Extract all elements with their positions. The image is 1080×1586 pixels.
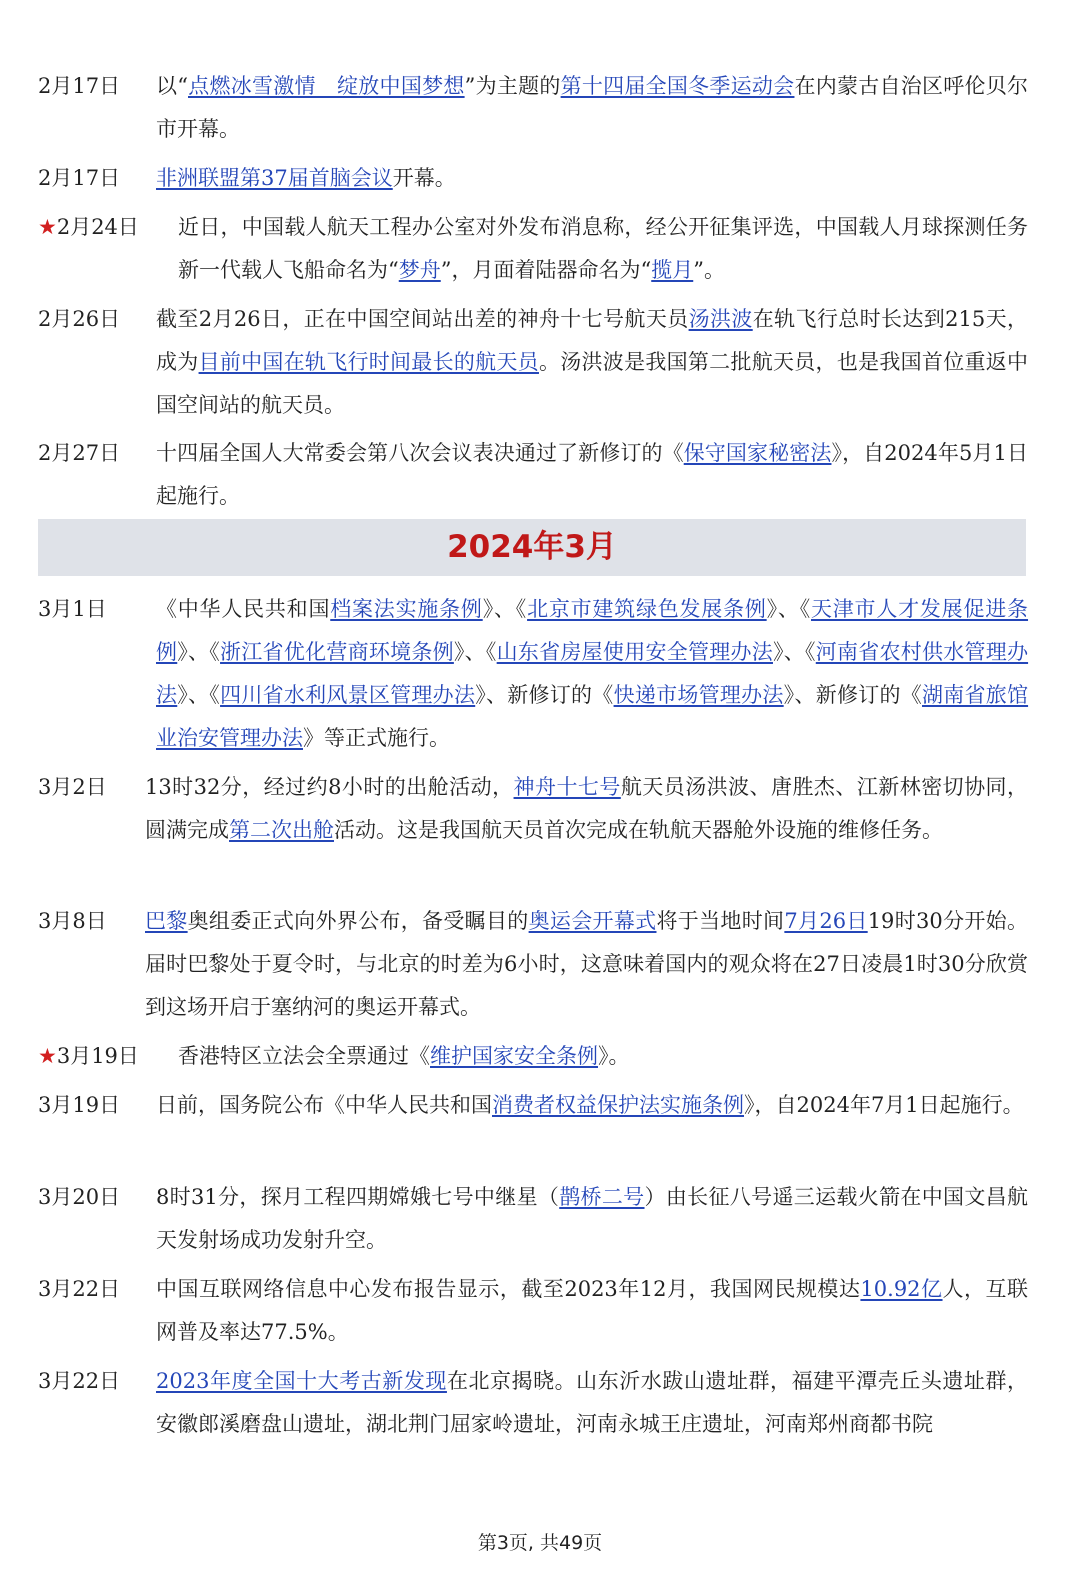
entry-date bbox=[38, 1084, 120, 1127]
entry-text-segment: 开幕。 bbox=[392, 166, 456, 190]
timeline-entry bbox=[38, 65, 1028, 151]
entry-text-segment: 》。 bbox=[598, 1044, 630, 1068]
entry-date-text: 3月8日 bbox=[38, 909, 107, 933]
entry-text-segment: ”为主题的 bbox=[464, 74, 561, 98]
entry-text-segment: 》，自2024年7月1日起施行。 bbox=[744, 1093, 1024, 1117]
entry-date bbox=[38, 1360, 120, 1403]
entry-date bbox=[38, 1176, 120, 1219]
entry-date-text: 3月20日 bbox=[38, 1185, 121, 1209]
entry-link[interactable]: 目前中国在轨飞行时间最长的航天员 bbox=[198, 350, 539, 374]
entry-text bbox=[156, 432, 1028, 518]
entry-text bbox=[156, 588, 1028, 760]
entry-text-segment: 在轨飞行总时长达到215天，成为 bbox=[156, 307, 1028, 374]
page-footer: 第3页, 共49页 bbox=[477, 1532, 603, 1554]
entry-text-segment: 》、《 bbox=[453, 640, 497, 664]
entry-date-text: 3月19日 bbox=[38, 1093, 121, 1117]
entry-text-segment: 香港特区立法会全票通过《 bbox=[178, 1044, 430, 1068]
entry-text-segment: 航天员汤洪波、唐胜杰、江新林密切协同，圆满完成 bbox=[145, 775, 1029, 842]
entry-text-segment: 》、《 bbox=[177, 683, 221, 707]
entry-link[interactable]: 山东省房屋使用安全管理办法 bbox=[496, 640, 773, 664]
entry-text-segment: 在内蒙古自治区呼伦贝尔市开幕。 bbox=[156, 74, 1029, 141]
timeline-entry bbox=[38, 766, 1028, 852]
entry-text bbox=[156, 157, 1028, 200]
entry-date-text: 2月27日 bbox=[38, 441, 121, 465]
entry-text-segment: 中国互联网络信息中心发布报告显示，截至2023年12月，我国网民规模达 bbox=[156, 1277, 861, 1301]
entry-link[interactable]: 鹊桥二号 bbox=[559, 1185, 645, 1209]
entry-text bbox=[156, 1268, 1028, 1354]
entry-date-text: 3月2日 bbox=[38, 775, 107, 799]
entry-text-segment: 《中华人民共和国 bbox=[156, 597, 331, 621]
entry-date bbox=[38, 298, 120, 341]
entry-link[interactable]: 河南省农村供水管理办法 bbox=[156, 640, 1029, 707]
entry-date bbox=[38, 1268, 120, 1311]
entry-text bbox=[156, 1360, 1028, 1446]
timeline-entry bbox=[38, 298, 1028, 427]
entry-text-segment: 截至2月26日，正在中国空间站出差的神舟十七号航天员 bbox=[156, 307, 689, 331]
entry-link[interactable]: 巴黎 bbox=[145, 909, 188, 933]
entry-text-segment: 8时31分，探月工程四期嫦娥七号中继星（ bbox=[156, 1185, 560, 1209]
timeline-entry bbox=[38, 588, 1028, 760]
star-icon: ★ bbox=[38, 215, 57, 239]
entry-text-segment: 》、《 bbox=[482, 597, 528, 621]
entry-text-segment: 》、新修订的《 bbox=[475, 683, 614, 707]
entry-link[interactable]: 消费者权益保护法实施条例 bbox=[492, 1093, 744, 1117]
entry-date bbox=[38, 766, 107, 809]
entry-text-segment: 》等正式施行。 bbox=[303, 726, 450, 750]
entry-date bbox=[38, 157, 120, 200]
entry-link[interactable]: 浙江省优化营商环境条例 bbox=[220, 640, 454, 664]
entry-date-text: 2月26日 bbox=[38, 307, 121, 331]
entry-text-segment: 人，互联网普及率达77.5%。 bbox=[156, 1277, 1029, 1344]
star-icon: ★ bbox=[38, 1044, 57, 1068]
entry-link[interactable]: 四川省水利风景区管理办法 bbox=[220, 683, 476, 707]
entry-link[interactable]: 揽月 bbox=[651, 258, 694, 282]
entry-text-segment: 》、《 bbox=[177, 640, 221, 664]
entry-link[interactable]: 第十四届全国冬季运动会 bbox=[560, 74, 795, 98]
timeline-entry bbox=[38, 1268, 1028, 1354]
entry-text bbox=[156, 65, 1028, 151]
entry-text-segment: 在北京揭晓。山东沂水跋山遗址群，福建平潭壳丘头遗址群，安徽郎溪磨盘山遗址，湖北荆门屈家岭遗址，河南永城王庄遗址，河南郑州商都书院 bbox=[156, 1369, 1028, 1436]
entry-text bbox=[178, 1035, 1028, 1078]
entry-date-text: 3月19日 bbox=[56, 1044, 139, 1068]
entry-text-segment: 日前，国务院公布《中华人民共和国 bbox=[156, 1093, 492, 1117]
entry-link[interactable]: 2023年度全国十大考古新发现 bbox=[156, 1369, 447, 1393]
entry-link[interactable]: 快递市场管理办法 bbox=[613, 683, 784, 707]
timeline-entry bbox=[38, 1084, 1028, 1127]
entry-date-text: 2月17日 bbox=[38, 74, 121, 98]
entry-link[interactable]: 天津市人才发展促进条例 bbox=[156, 597, 1029, 664]
entry-text bbox=[156, 1176, 1028, 1262]
entry-text-segment: ”。 bbox=[693, 258, 725, 282]
entry-link[interactable]: 维护国家安全条例 bbox=[430, 1044, 598, 1068]
entry-text-segment: 》、《 bbox=[766, 597, 811, 621]
entry-text-segment: 十四届全国人大常委会第八次会议表决通过了新修订的《 bbox=[156, 441, 684, 465]
entry-link[interactable]: 奥运会开幕式 bbox=[528, 909, 657, 933]
entry-date bbox=[38, 65, 120, 108]
entry-date-text: 3月22日 bbox=[38, 1369, 121, 1393]
entry-text-segment: 》、新修订的《 bbox=[783, 683, 923, 707]
timeline-entry bbox=[38, 1176, 1028, 1262]
entry-link[interactable]: 汤洪波 bbox=[688, 307, 753, 331]
entry-text-segment: 19时30分开始。届时巴黎处于夏令时，与北京的时差为6小时，这意味着国内的观众将在27日凌晨1时30分欣赏到这场开启于塞纳河的奥运开幕式。 bbox=[145, 909, 1028, 1019]
entry-link[interactable]: 神舟十七号 bbox=[513, 775, 621, 799]
entry-date-text: 2月17日 bbox=[38, 166, 121, 190]
entry-date-text: 2月24日 bbox=[56, 215, 139, 239]
entry-date bbox=[38, 588, 107, 631]
entry-date-text: 3月1日 bbox=[38, 597, 107, 621]
entry-text bbox=[156, 298, 1028, 427]
timeline-entry bbox=[38, 900, 1028, 1029]
entry-text bbox=[145, 900, 1028, 1029]
timeline-entry bbox=[38, 157, 1028, 200]
entry-text-segment: ）由长征八号遥三运载火箭在中国文昌航天发射场成功发射升空。 bbox=[156, 1185, 1028, 1252]
entry-link[interactable]: 梦舟 bbox=[398, 258, 441, 282]
entry-text-segment: 将于当地时间 bbox=[656, 909, 785, 933]
entry-text-segment: 。汤洪波是我国第二批航天员，也是我国首位重返中国空间站的航天员。 bbox=[156, 350, 1029, 417]
entry-text-segment: 13时32分，经过约8小时的出舱活动， bbox=[145, 775, 514, 799]
entry-link[interactable]: 保守国家秘密法 bbox=[683, 441, 832, 465]
entry-text bbox=[156, 1084, 1028, 1127]
entry-date bbox=[38, 900, 107, 943]
entry-text bbox=[178, 206, 1028, 292]
entry-text bbox=[145, 766, 1028, 852]
entry-date bbox=[38, 432, 120, 475]
entry-link[interactable]: 湖南省旅馆业治安管理办法 bbox=[156, 683, 1029, 750]
entry-link[interactable]: 第二次出舱 bbox=[229, 818, 334, 842]
entry-text-segment: 以“ bbox=[156, 74, 188, 98]
month-heading: 2024年3月 bbox=[38, 519, 1026, 576]
timeline-entry bbox=[38, 1360, 1028, 1446]
entry-link[interactable]: 档案法实施条例 bbox=[330, 597, 483, 621]
entry-date-text: 3月22日 bbox=[38, 1277, 121, 1301]
entry-link[interactable]: 10.92亿 bbox=[860, 1277, 943, 1301]
entry-link[interactable]: 7月26日 bbox=[784, 909, 868, 933]
entry-text-segment: ”，月面着陆器命名为“ bbox=[440, 258, 652, 282]
entry-date bbox=[38, 1035, 139, 1078]
entry-text-segment: 活动。这是我国航天员首次完成在轨航天器舱外设施的维修任务。 bbox=[334, 818, 943, 842]
entry-link[interactable]: 点燃冰雪激情 绽放中国梦想 bbox=[188, 74, 465, 98]
entry-link[interactable]: 非洲联盟第37届首脑会议 bbox=[156, 166, 393, 190]
entry-text-segment: 近日，中国载人航天工程办公室对外发布消息称，经公开征集评选，中国载人月球探测任务新一代载人飞船命名为“ bbox=[178, 215, 1028, 282]
timeline-entry bbox=[38, 432, 1028, 518]
timeline-entry bbox=[38, 206, 1028, 292]
entry-date bbox=[38, 206, 139, 249]
timeline-entry bbox=[38, 1035, 1028, 1078]
entry-text-segment: 奥组委正式向外界公布，备受瞩目的 bbox=[187, 909, 529, 933]
entry-link[interactable]: 北京市建筑绿色发展条例 bbox=[527, 597, 767, 621]
entry-text-segment: 》，自2024年5月1日起施行。 bbox=[156, 441, 1028, 508]
entry-text-segment: 》、《 bbox=[772, 640, 816, 664]
